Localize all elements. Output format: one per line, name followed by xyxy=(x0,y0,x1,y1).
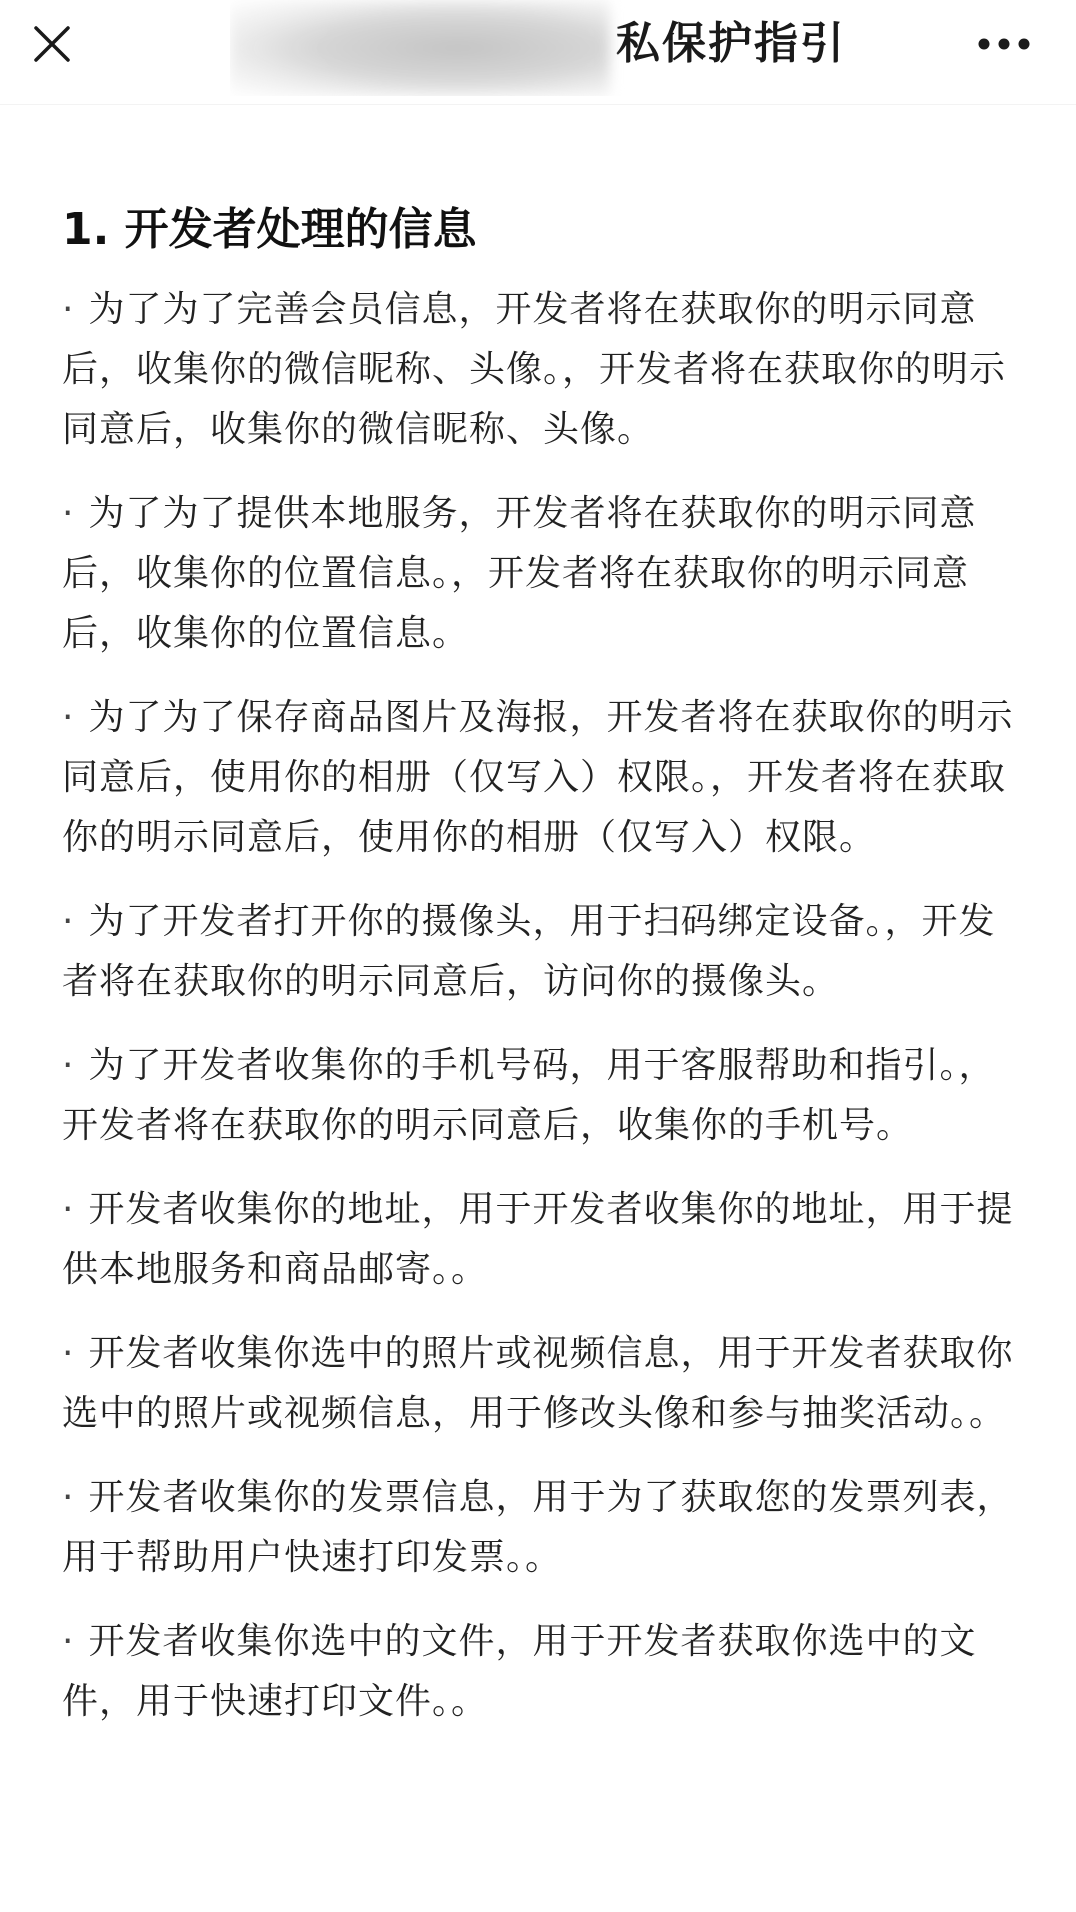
list-item-text: 开发者收集你的发票信息，用于为了获取您的发票列表，用于帮助用户快速打印发票。。 xyxy=(62,1477,1014,1578)
list-item xyxy=(62,1468,1022,1588)
bullet: · xyxy=(62,901,75,942)
list-item xyxy=(62,1324,1022,1444)
list-item-text: 为了为了完善会员信息，开发者将在获取你的明示同意后，收集你的微信昵称、头像。，开发者将在获取你的明示同意后，收集你的微信昵称、头像。 xyxy=(62,289,1007,450)
close-icon xyxy=(32,24,72,64)
list-item xyxy=(62,1180,1022,1300)
list-item xyxy=(62,688,1022,868)
more-options-button[interactable] xyxy=(968,16,1040,72)
bullet: · xyxy=(62,493,75,534)
more-horizontal-icon xyxy=(976,36,1032,52)
list-item xyxy=(62,280,1022,460)
list-item-text: 开发者收集你的地址，用于开发者收集你的地址，用于提供本地服务和商品邮寄。。 xyxy=(62,1189,1014,1290)
page-title: 私保护指引 xyxy=(616,18,846,69)
list-item-text: 开发者收集你选中的文件，用于开发者获取你选中的文件，用于快速打印文件。。 xyxy=(62,1621,977,1722)
redacted-title-blur xyxy=(230,0,610,96)
list-item xyxy=(62,484,1022,664)
bullet: · xyxy=(62,1045,75,1086)
list-item xyxy=(62,1612,1022,1732)
bullet: · xyxy=(62,1621,75,1662)
privacy-content xyxy=(62,200,1022,1756)
bullet: · xyxy=(62,697,75,738)
close-button[interactable] xyxy=(24,16,80,72)
navigation-bar xyxy=(0,0,1076,105)
bullet: · xyxy=(62,289,75,330)
list-item-text: 为了为了提供本地服务，开发者将在获取你的明示同意后，收集你的位置信息。，开发者将在获取你的明示同意后，收集你的位置信息。 xyxy=(62,493,977,654)
bullet: · xyxy=(62,1477,75,1518)
list-item-text: 为了为了保存商品图片及海报，开发者将在获取你的明示同意后，使用你的相册（仅写入）权限。，开发者将在获取你的明示同意后，使用你的相册（仅写入）权限。 xyxy=(62,697,1014,858)
bullet: · xyxy=(62,1333,75,1374)
list-item-text: 为了开发者打开你的摄像头，用于扫码绑定设备。，开发者将在获取你的明示同意后，访问你的摄像头。 xyxy=(62,901,996,1002)
page-title-area xyxy=(230,0,846,96)
bullet: · xyxy=(62,1189,75,1230)
list-item xyxy=(62,892,1022,1012)
list-item xyxy=(62,1036,1022,1156)
section-title: 1. 开发者处理的信息 xyxy=(62,204,477,255)
list-item-text: 开发者收集你选中的照片或视频信息，用于开发者获取你选中的照片或视频信息，用于修改头像和参与抽奖活动。。 xyxy=(62,1333,1014,1434)
list-item-text: 为了开发者收集你的手机号码，用于客服帮助和指引。，开发者将在获取你的明示同意后，收集你的手机号。 xyxy=(62,1045,996,1146)
